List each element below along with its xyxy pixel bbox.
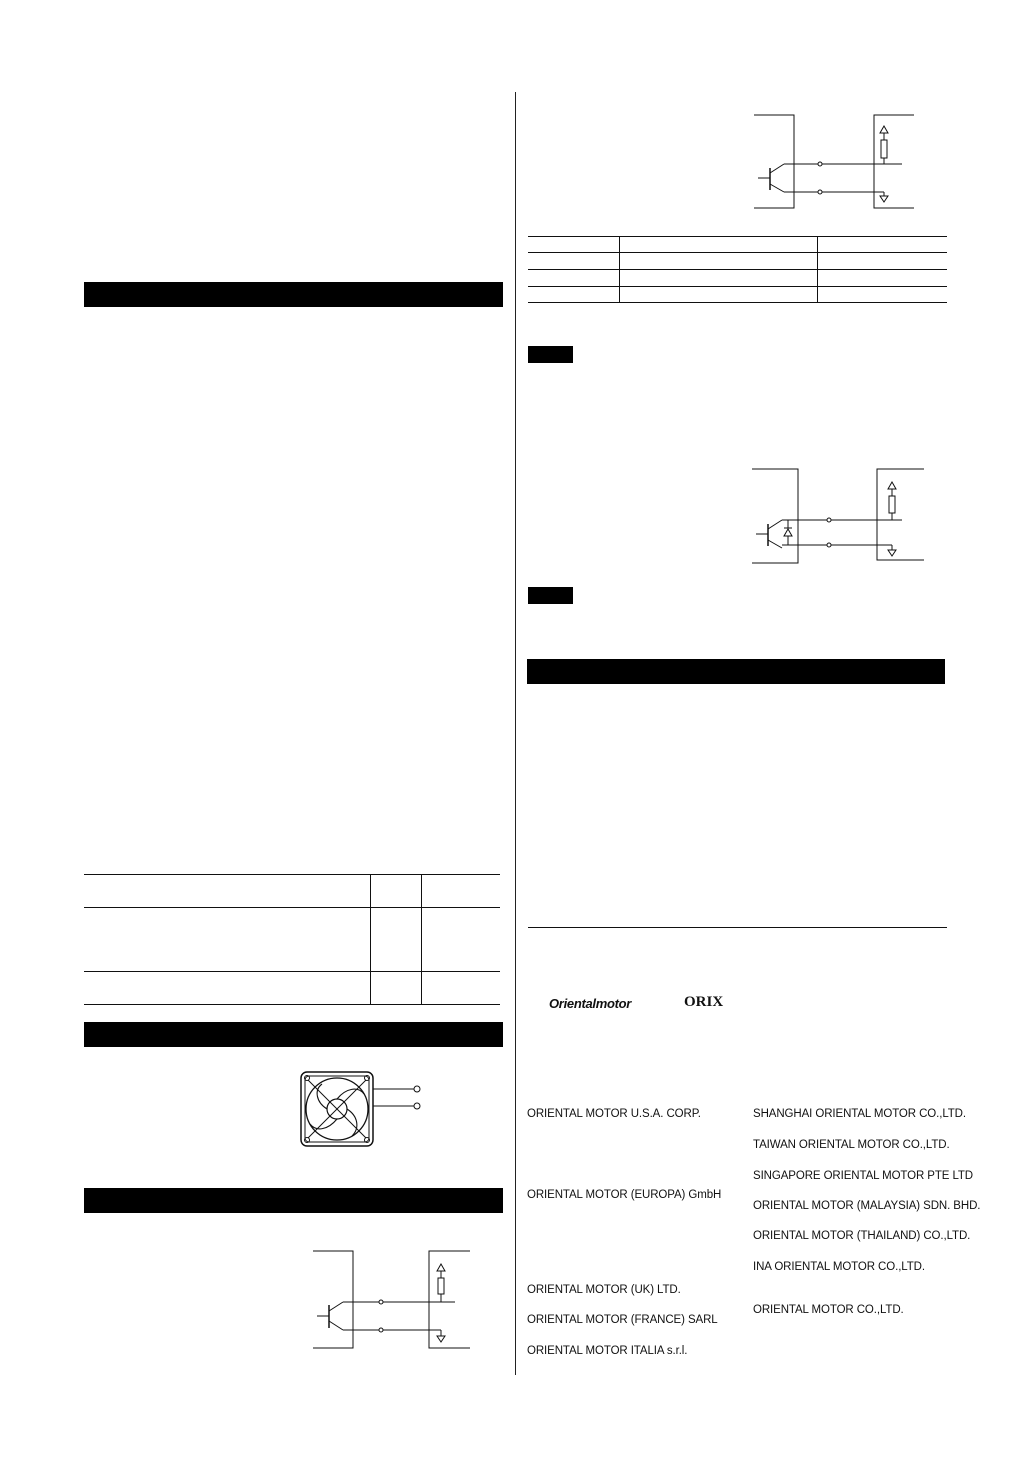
company-name: ORIENTAL MOTOR (THAILAND) CO.,LTD. xyxy=(753,1230,971,1242)
table-rule xyxy=(528,269,947,270)
table-column-line xyxy=(619,236,620,302)
company-name: INA ORIENTAL MOTOR CO.,LTD. xyxy=(753,1261,925,1273)
company-name: SINGAPORE ORIENTAL MOTOR PTE LTD xyxy=(753,1170,974,1182)
company-name: ORIENTAL MOTOR U.S.A. CORP. xyxy=(527,1108,701,1120)
company-name: TAIWAN ORIENTAL MOTOR CO.,LTD. xyxy=(753,1139,950,1151)
section-header-bar-4 xyxy=(527,659,945,684)
company-name: ORIENTAL MOTOR (MALAYSIA) SDN. BHD. xyxy=(753,1200,981,1212)
note-tag-2 xyxy=(528,587,573,604)
table-column-line xyxy=(421,874,422,1004)
company-name: ORIENTAL MOTOR (UK) LTD. xyxy=(527,1284,681,1296)
table-rule xyxy=(528,302,947,303)
table-rule xyxy=(84,1004,500,1005)
company-name: ORIENTAL MOTOR ITALIA s.r.l. xyxy=(527,1345,688,1357)
table-rule xyxy=(528,252,947,253)
output-circuit-diagram-3 xyxy=(752,468,927,566)
section-header-bar-2 xyxy=(84,1022,503,1047)
table-rule xyxy=(84,971,500,972)
fan-illustration xyxy=(298,1070,428,1150)
column-divider xyxy=(515,92,516,1375)
company-name: ORIENTAL MOTOR (EUROPA) GmbH xyxy=(527,1189,722,1201)
output-circuit-diagram-2 xyxy=(754,114,919,214)
table-rule xyxy=(84,874,500,875)
table-column-line xyxy=(370,874,371,1004)
company-name: ORIENTAL MOTOR (FRANCE) SARL xyxy=(527,1314,718,1326)
oriental-motor-logo: Orientalmotor xyxy=(549,996,632,1011)
table-rule xyxy=(528,236,947,237)
table-rule xyxy=(528,286,947,287)
company-name: SHANGHAI ORIENTAL MOTOR CO.,LTD. xyxy=(753,1108,966,1120)
table-rule xyxy=(84,907,500,908)
section-header-bar-3 xyxy=(84,1188,503,1213)
section-header-bar-1 xyxy=(84,282,503,307)
note-tag-1 xyxy=(528,346,573,363)
table-column-line xyxy=(817,236,818,302)
footer-divider xyxy=(528,927,947,928)
orix-logo: ORIX xyxy=(684,994,724,1010)
output-circuit-diagram-1 xyxy=(313,1250,473,1350)
company-name: ORIENTAL MOTOR CO.,LTD. xyxy=(753,1304,904,1316)
